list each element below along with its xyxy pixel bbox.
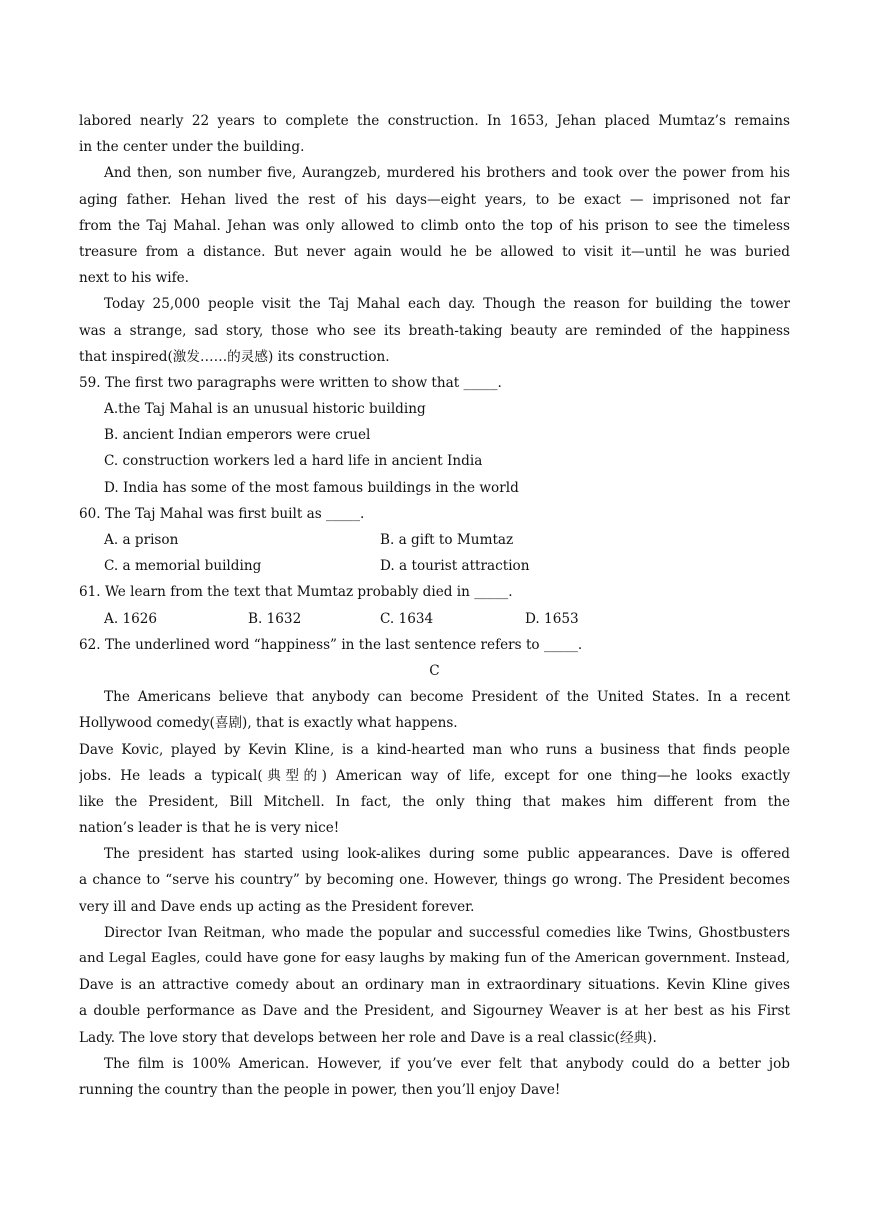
paragraph-line: The president has started using look-alikes during some public appearances. Dave is offered bbox=[104, 846, 790, 863]
page-content bbox=[79, 108, 790, 1103]
option-c: C. construction workers led a hard life in ancient India bbox=[104, 453, 483, 470]
paragraph-line: that inspired(激发……的灵感) its construction. bbox=[79, 348, 390, 365]
paragraph-line: from the Taj Mahal. Jehan was only allowed to climb onto the top of his prison to see the timeless bbox=[79, 217, 790, 234]
option-a: A. a prison bbox=[104, 532, 179, 548]
option-a: A. 1626 bbox=[104, 610, 158, 627]
paragraph-line: was a strange, sad story, those who see its breath-taking beauty are reminded of the happiness bbox=[79, 322, 790, 339]
option-b: B. ancient Indian emperors were cruel bbox=[104, 427, 371, 444]
paragraph-line: next to his wife. bbox=[79, 270, 189, 287]
paragraph-line: aging father. Hehan lived the rest of his days—eight years, to be exact — imprisoned not far bbox=[79, 191, 790, 208]
paragraph-line: The film is 100% American. However, if you’ve ever felt that anybody could do a better job bbox=[104, 1055, 790, 1072]
paragraph-line: treasure from a distance. But never again would he be allowed to visit it—until he was buried bbox=[79, 243, 790, 260]
paragraph-line: labored nearly 22 years to complete the construction. In 1653, Jehan placed Mumtaz’s remains bbox=[79, 113, 790, 129]
question-60 bbox=[79, 501, 790, 580]
paragraph-line: Hollywood comedy(喜剧), that is exactly what happens. bbox=[79, 715, 458, 732]
option-row bbox=[79, 527, 790, 553]
question-stem: 59. The first two paragraphs were written to show that _____. bbox=[79, 374, 502, 391]
option-a: A.the Taj Mahal is an unusual historic building bbox=[104, 401, 426, 418]
paragraph-line: running the country than the people in power, then you’ll enjoy Dave! bbox=[79, 1081, 561, 1098]
option-b: B. 1632 bbox=[248, 610, 302, 627]
option-d: D. India has some of the most famous buildings in the world bbox=[104, 479, 519, 496]
question-stem: 61. We learn from the text that Mumtaz probably died in _____. bbox=[79, 584, 513, 601]
paragraph-line: Lady. The love story that develops between her role and Dave is a real classic(经典). bbox=[79, 1029, 657, 1046]
paragraph-line: a chance to “serve his country” by becoming one. However, things go wrong. The President becomes bbox=[79, 872, 790, 889]
section-heading: C bbox=[429, 662, 440, 679]
question-61 bbox=[79, 579, 790, 631]
question-stem: 60. The Taj Mahal was first built as _____. bbox=[79, 505, 365, 522]
paragraph-line: a double performance as Dave and the President, and Sigourney Weaver is at her best as his First bbox=[79, 1003, 790, 1020]
question-59 bbox=[79, 370, 790, 501]
option-d: D. 1653 bbox=[525, 610, 579, 627]
paragraph-line: in the center under the building. bbox=[79, 139, 305, 156]
paragraph-line: nation’s leader is that he is very nice! bbox=[79, 820, 340, 837]
paragraph-line: The Americans believe that anybody can become President of the United States. In a recent bbox=[104, 689, 790, 706]
option-c: C. 1634 bbox=[380, 610, 434, 627]
passage-b-continuation bbox=[79, 108, 790, 370]
paragraph-line: Director Ivan Reitman, who made the popular and successful comedies like Twins, Ghostbusters bbox=[104, 924, 790, 941]
option-d: D. a tourist attraction bbox=[380, 558, 530, 575]
option-c: C. a memorial building bbox=[104, 558, 262, 575]
paragraph-line: Today 25,000 people visit the Taj Mahal each day. Though the reason for building the tower bbox=[104, 296, 790, 313]
question-stem: 62. The underlined word “happiness” in the last sentence refers to _____. bbox=[79, 636, 583, 653]
option-row bbox=[79, 606, 790, 632]
paragraph-line: very ill and Dave ends up acting as the President forever. bbox=[79, 898, 475, 915]
option-b: B. a gift to Mumtaz bbox=[380, 532, 514, 548]
paragraph-line: jobs. He leads a typical(典型的) American way of life, except for one thing—he looks exactly bbox=[79, 767, 790, 784]
paragraph-line: and Legal Eagles, could have gone for easy laughs by making fun of the American government. Instead, bbox=[79, 951, 790, 966]
paragraph-line: And then, son number five, Aurangzeb, murdered his brothers and took over the power from his bbox=[104, 165, 790, 182]
passage-c bbox=[79, 684, 790, 1103]
paragraph-line: like the President, Bill Mitchell. In fact, the only thing that makes him different from the bbox=[79, 793, 790, 810]
paragraph-line: Dave is an attractive comedy about an ordinary man in extraordinary situations. Kevin Kline gives bbox=[79, 977, 790, 994]
question-62 bbox=[79, 632, 790, 658]
paragraph-line: Dave Kovic, played by Kevin Kline, is a kind-hearted man who runs a business that finds people bbox=[79, 741, 790, 758]
option-row bbox=[79, 553, 790, 579]
